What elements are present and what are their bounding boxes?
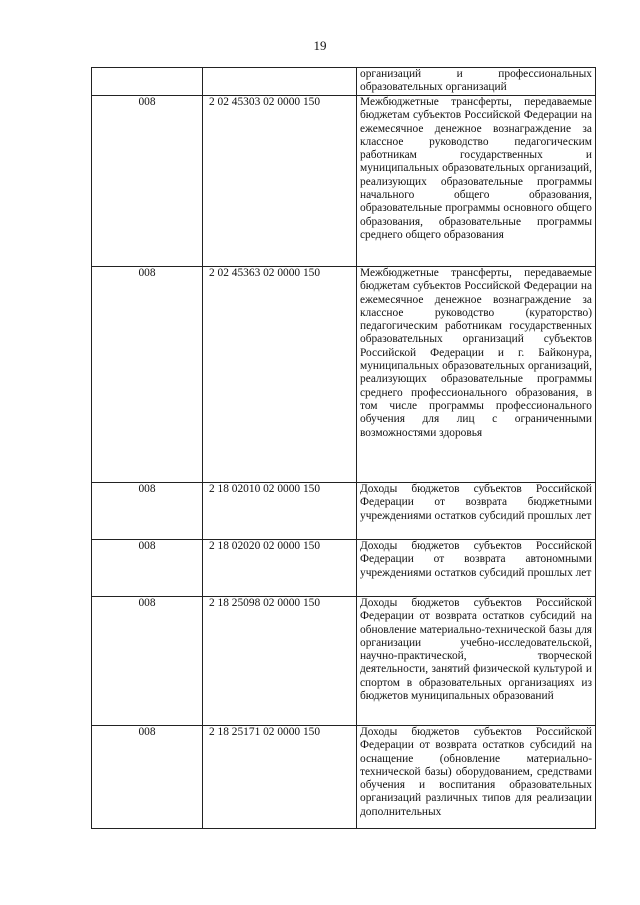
table-row — [92, 267, 596, 483]
income-name-cell: организаций и профессиональных образовательных организаций — [357, 68, 596, 96]
income-name-cell: Межбюджетные трансферты, передаваемые бюджетам субъектов Российской Федерации на ежемесячное денежное вознаграждение за классное руководство (кураторство) педагогическим работникам государственных образовательных организаций субъектов Российской Федерации и г. Байконура, муниципальных образовательных организаций, реализующих образовательные программы среднего профессионального образования, в том числе программы профессионального обучения для лиц с ограниченными возможностями здоровья — [357, 267, 596, 483]
table-row — [92, 68, 596, 96]
admin-code-cell — [92, 68, 203, 96]
admin-code-cell: 008 — [92, 597, 203, 726]
admin-code-cell: 008 — [92, 267, 203, 483]
income-name-cell: Доходы бюджетов субъектов Российской Федерации от возврата остатков субсидий на обновление материально-технической базы для организации учебно-исследовательской, научно-практической, творческой деятельности, занятий физической культурой и спортом в образовательных организациях из бюджетов муниципальных образований — [357, 597, 596, 726]
admin-code-cell: 008 — [92, 540, 203, 597]
budget-code-cell: 2 18 02020 02 0000 150 — [203, 540, 357, 597]
budget-code-cell: 2 02 45303 02 0000 150 — [203, 96, 357, 267]
table-row — [92, 726, 596, 829]
budget-code-cell: 2 18 02010 02 0000 150 — [203, 483, 357, 540]
table-row — [92, 483, 596, 540]
table-row — [92, 597, 596, 726]
income-name-cell: Доходы бюджетов субъектов Российской Федерации от возврата автономными учреждениями остатков субсидий прошлых лет — [357, 540, 596, 597]
budget-code-cell — [203, 68, 357, 96]
admin-code-cell: 008 — [92, 96, 203, 267]
income-name-cell: Межбюджетные трансферты, передаваемые бюджетам субъектов Российской Федерации на ежемесячное денежное вознаграждение за классное руководство педагогическим работникам государственных и муниципальных образовательных организаций, реализующих образовательные программы начального общего образования, образовательные программы основного общего образования, образовательные программы среднего общего образования — [357, 96, 596, 267]
income-codes-table — [91, 67, 596, 829]
table-row — [92, 96, 596, 267]
table-row — [92, 540, 596, 597]
budget-code-cell: 2 18 25098 02 0000 150 — [203, 597, 357, 726]
budget-code-cell: 2 18 25171 02 0000 150 — [203, 726, 357, 829]
admin-code-cell: 008 — [92, 726, 203, 829]
admin-code-cell: 008 — [92, 483, 203, 540]
income-name-cell: Доходы бюджетов субъектов Российской Федерации от возврата остатков субсидий на оснащение (обновление материально-технической базы) оборудованием, средствами обучения и воспитания образовательных организаций различных типов для реализации дополнительных — [357, 726, 596, 829]
income-name-cell: Доходы бюджетов субъектов Российской Федерации от возврата бюджетными учреждениями остатков субсидий прошлых лет — [357, 483, 596, 540]
page-number: 19 — [313, 38, 327, 53]
budget-code-cell: 2 02 45363 02 0000 150 — [203, 267, 357, 483]
